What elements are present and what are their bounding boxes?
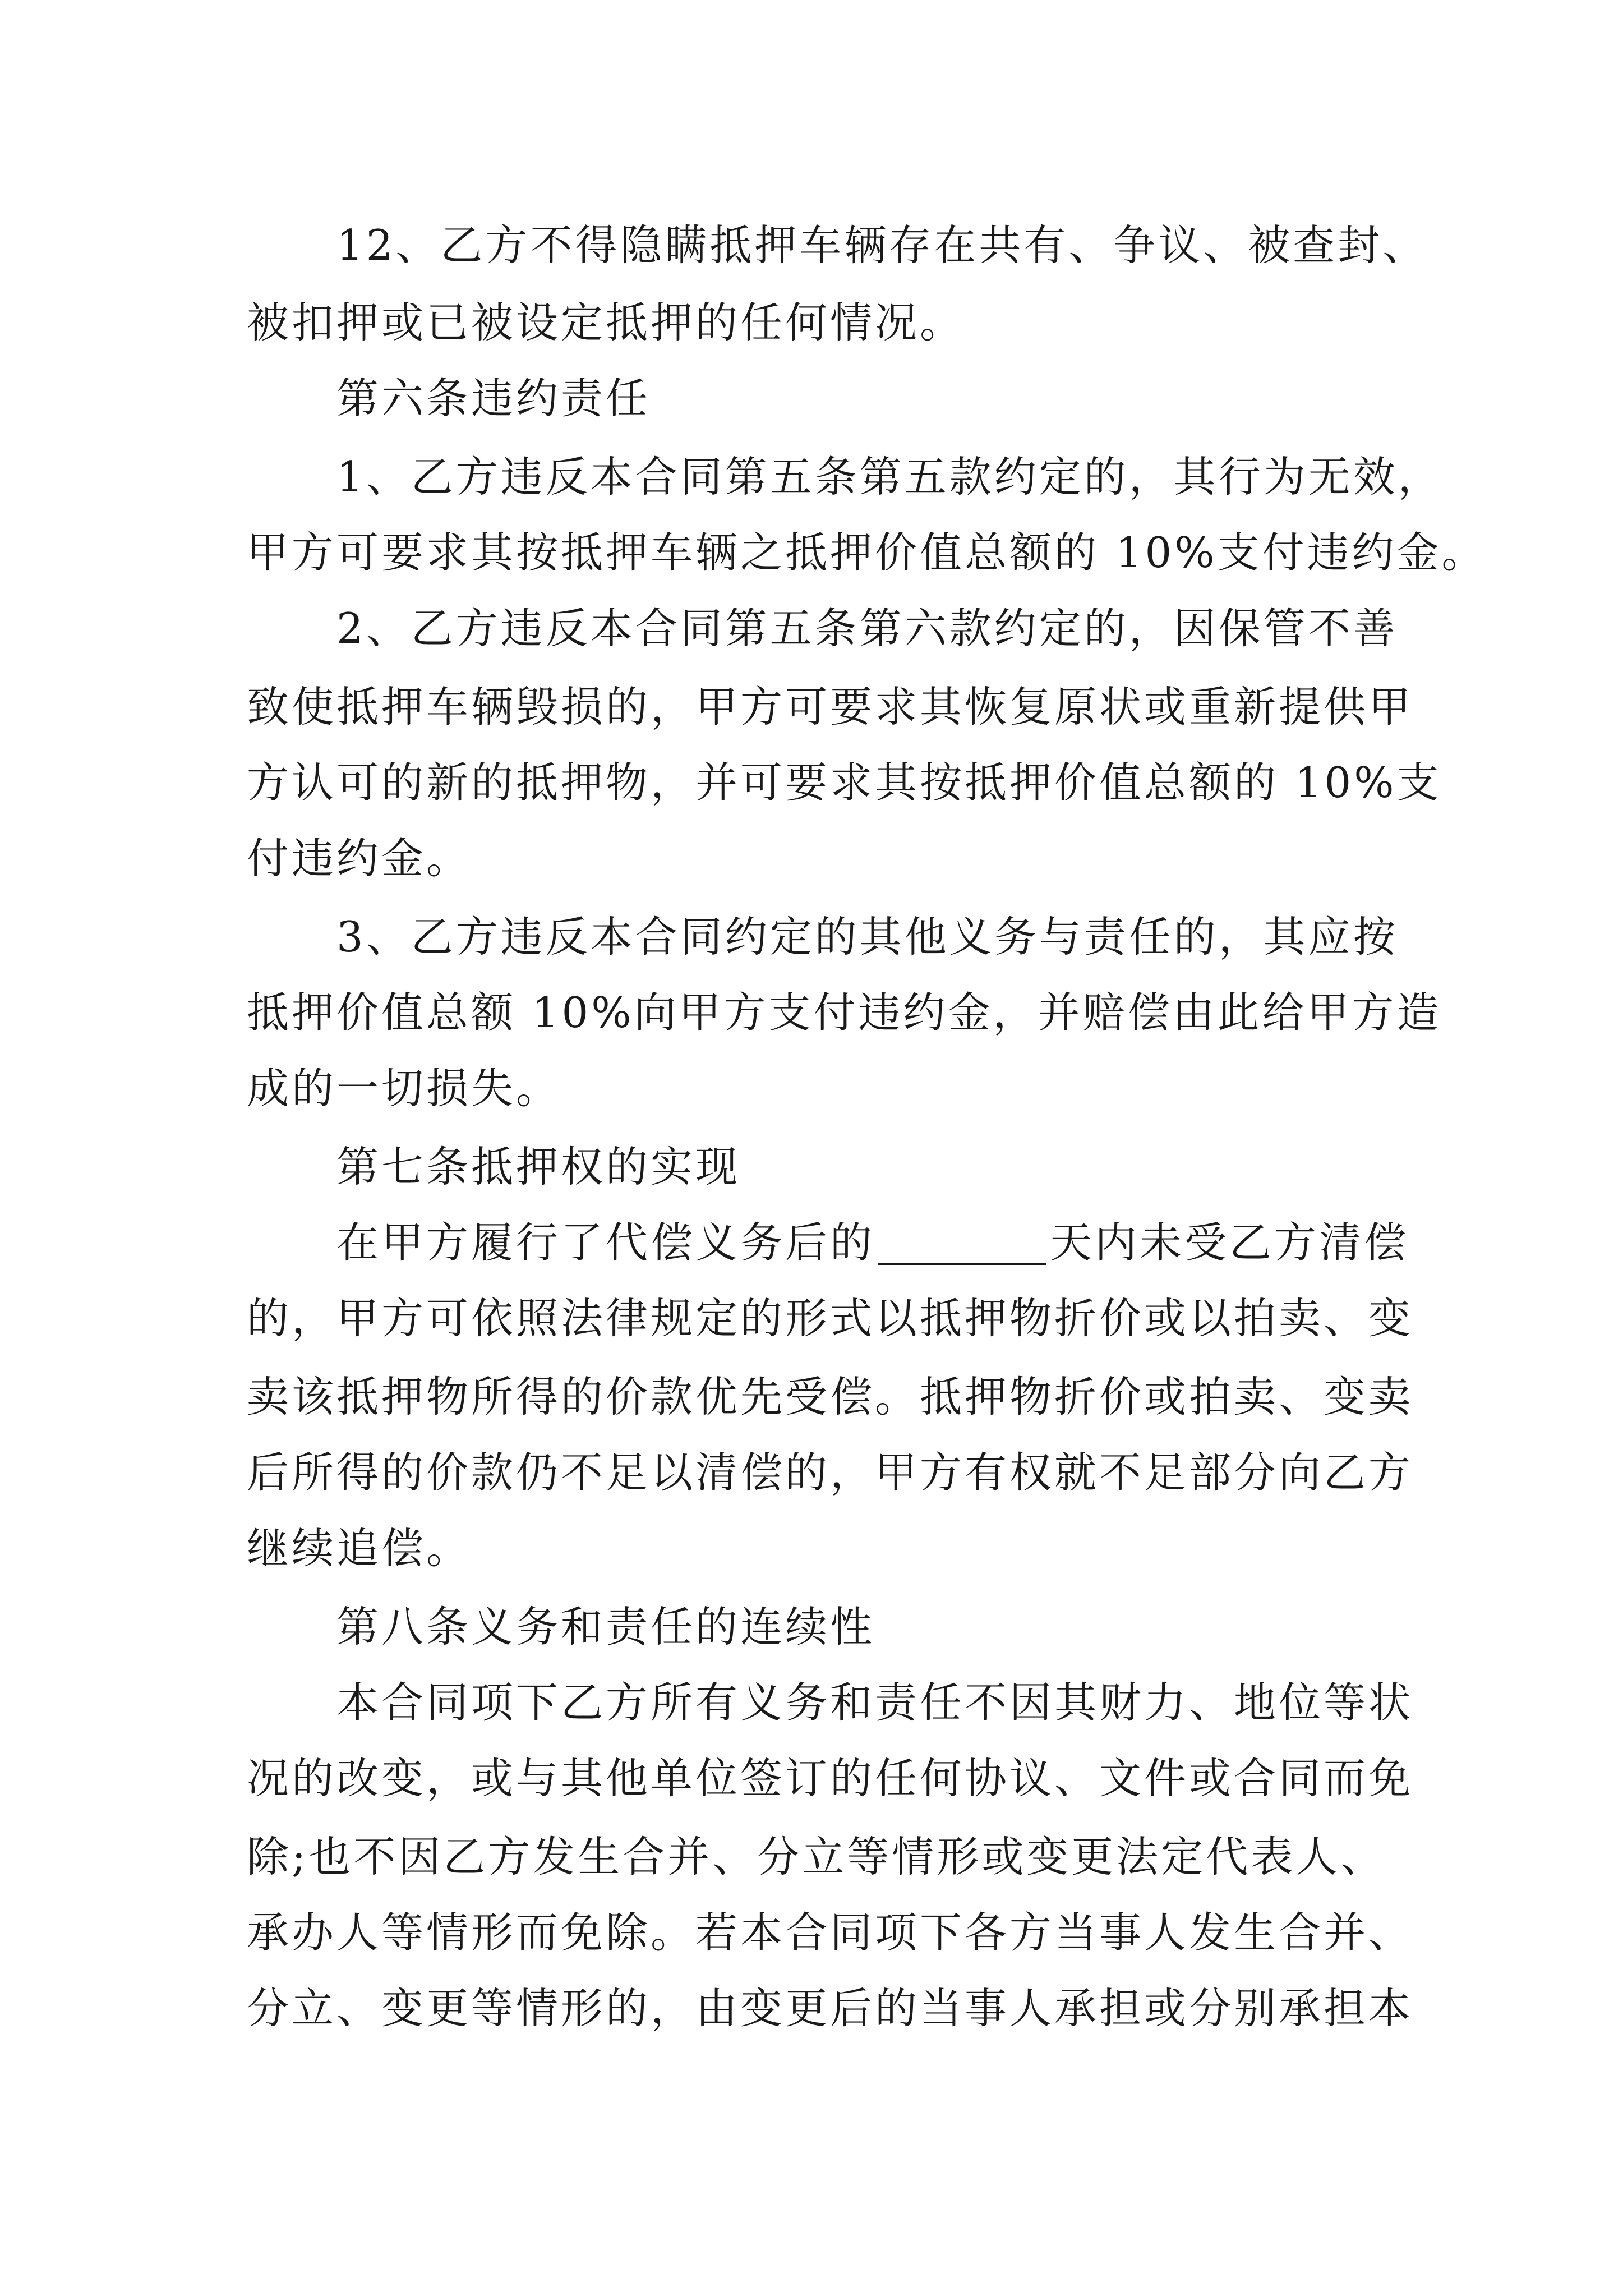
clause-7-text-before-blank: 在甲方履行了代偿义务后的 <box>336 1218 875 1267</box>
clause-8-line-4: 承办人等情形而免除。若本合同项下各方当事人发生合并、 <box>247 1908 1414 1957</box>
clause-6-3-line-1: 3、乙方违反本合同约定的其他义务与责任的，其应按 <box>336 912 1398 961</box>
clause-6-2-line-1: 2、乙方违反本合同第五条第六款约定的，因保管不善 <box>336 604 1398 653</box>
article-6-heading: 第六条违约责任 <box>336 374 651 423</box>
clause-6-1-line-1: 1、乙方违反本合同第五条第五款约定的，其行为无效， <box>336 452 1443 501</box>
clause-7-line-3: 卖该抵押物所得的价款优先受偿。抵押物折价或拍卖、变卖 <box>247 1372 1414 1421</box>
days-fill-in-blank[interactable] <box>878 1218 1046 1265</box>
clause-6-2-line-4: 付违约金。 <box>247 834 472 883</box>
clause-6-2-line-2: 致使抵押车辆毁损的，甲方可要求其恢复原状或重新提供甲 <box>247 682 1414 731</box>
clause-7-line-4: 后所得的价款仍不足以清偿的，甲方有权就不足部分向乙方 <box>247 1448 1414 1497</box>
clause-6-1-line-2: 甲方可要求其按抵押车辆之抵押价值总额的 10%支付违约金。 <box>247 528 1487 577</box>
clause-5-12-line-2: 被扣押或已被设定抵押的任何情况。 <box>247 298 965 347</box>
clause-7-line-1 <box>336 1214 1409 1271</box>
clause-6-3-line-2: 抵押价值总额 10%向甲方支付违约金，并赔偿由此给甲方造 <box>247 988 1442 1037</box>
clause-8-line-1: 本合同项下乙方所有义务和责任不因其财力、地位等状 <box>336 1678 1414 1727</box>
clause-8-line-5: 分立、变更等情形的，由变更后的当事人承担或分别承担本 <box>247 1984 1414 2033</box>
clause-8-line-3: 除;也不因乙方发生合并、分立等情形或变更法定代表人、 <box>247 1832 1386 1881</box>
clause-8-line-2: 况的改变，或与其他单位签订的任何协议、文件或合同而免 <box>247 1754 1414 1803</box>
article-7-heading: 第七条抵押权的实现 <box>336 1142 741 1191</box>
clause-6-3-line-3: 成的一切损失。 <box>247 1064 561 1113</box>
clause-7-line-5: 继续追偿。 <box>247 1524 472 1573</box>
clause-6-2-line-3: 方认可的新的抵押物，并可要求其按抵押价值总额的 10%支 <box>247 758 1442 807</box>
clause-7-line-2: 的，甲方可依照法律规定的形式以抵押物折价或以拍卖、变 <box>247 1294 1414 1343</box>
clause-5-12-line-1: 12、乙方不得隐瞒抵押车辆存在共有、争议、被查封、 <box>336 220 1428 270</box>
clause-7-text-after-blank: 天内未受乙方清偿 <box>1050 1218 1409 1267</box>
article-8-heading: 第八条义务和责任的连续性 <box>336 1602 875 1651</box>
